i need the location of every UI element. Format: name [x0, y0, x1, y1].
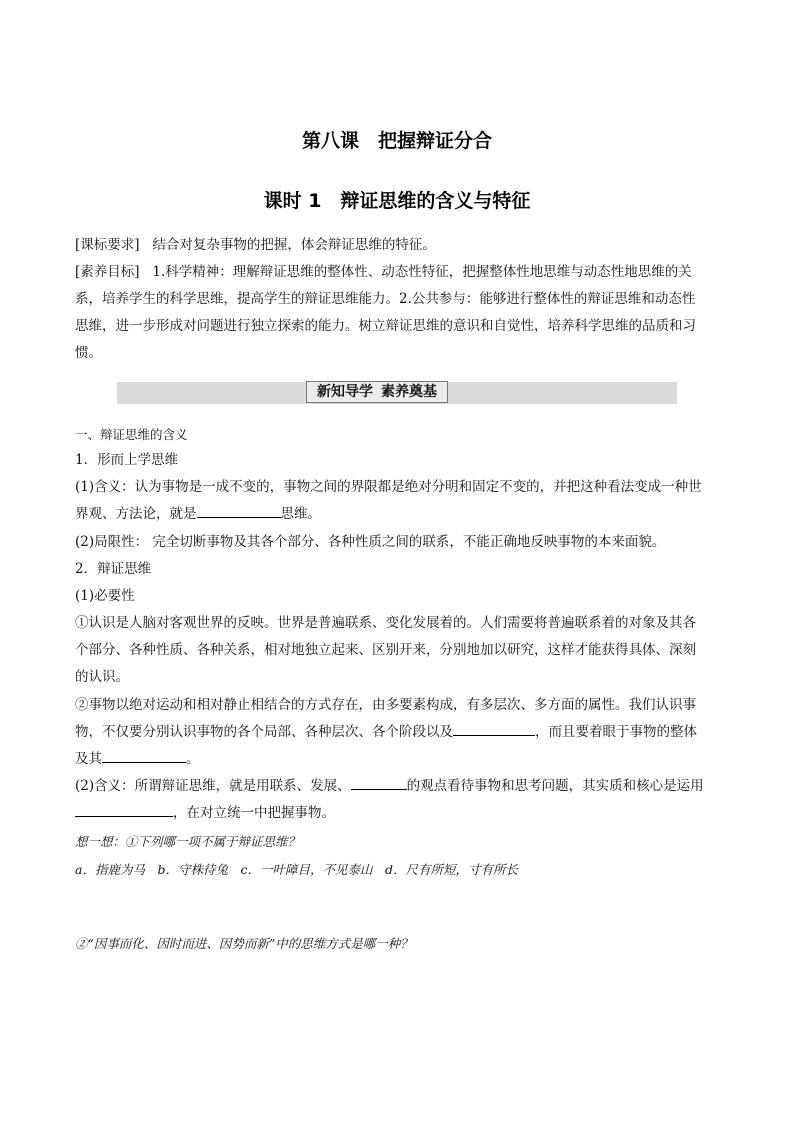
- think-question-2: ②“因事而化、因时而进、因势而新”中的思维方式是哪一种？: [75, 936, 413, 951]
- necessity-1-line-1: ①认识是人脑对客观世界的反映。世界是普遍联系、变化发展着的。人们需要将普遍联系着的对象及其各: [75, 615, 696, 631]
- necessity-2-line-2: [75, 719, 719, 746]
- requirements-paragraph: [75, 232, 719, 259]
- necessity-heading: (1)必要性: [75, 588, 135, 604]
- necessity-2-line-1: ②事物以绝对运动和相对静止相结合的方式存在，由多要素构成，有多层次、多方面的属性。我们认识事: [75, 697, 696, 713]
- definition-1-line-1: (1)含义：认为事物是一成不变的，事物之间的界限都是绝对分明和固定不变的，并把这种看法变成一种世: [75, 479, 702, 495]
- subsection-1-heading: 1．形而上学思维: [75, 452, 179, 468]
- definition-1-text-a: 界观、方法论，就是: [75, 506, 197, 522]
- banner-part-1: 新知导学: [317, 384, 373, 400]
- lesson-title: 第八课 把握辩证分合: [301, 130, 492, 152]
- banner-part-2: 素养奠基: [381, 384, 437, 400]
- necessity-2-line-3: [75, 746, 719, 773]
- requirements-label: [课标要求]: [75, 237, 140, 253]
- necessity-1-line-3: 的认识。: [75, 669, 129, 685]
- necessity-2-text-c: 及其: [75, 751, 102, 767]
- definition-1-text-b: 思维。: [280, 506, 321, 522]
- fill-blank-1[interactable]: [197, 503, 281, 518]
- definition-2-text-b: 的观点看待事物和思考问题，其实质和核心是运用: [406, 778, 704, 794]
- limitation-line: (2)局限性： 完全切断事物及其各个部分、各种性质之间的联系，不能正确地反映事物的本来面貌。: [75, 534, 666, 550]
- definition-2-line-2: [75, 800, 719, 827]
- goals-text-1: 1.科学精神：理解辩证思维的整体性、动态性特征，把握整体性地思维与动态性地思维的关: [152, 264, 692, 280]
- necessity-1-line-2: 个部分、各种性质、各种关系，相对地独立起来、区别开来，分别地加以研究，这样才能获得具体、深刻: [75, 642, 696, 658]
- necessity-2-text-b: ，而且要着眼于事物的整体: [535, 724, 697, 740]
- definition-2-text-a: (2)含义：所谓辩证思维，就是用联系、发展、: [75, 778, 351, 794]
- necessity-2-text-d: 。: [186, 751, 200, 767]
- section-1-heading: 一、辩证思维的含义: [75, 427, 188, 442]
- goals-line-4: 惯。: [75, 345, 102, 361]
- goals-line-1: [75, 259, 719, 286]
- definition-2-text-c: ，在对立统一中把握事物。: [173, 805, 335, 821]
- fill-blank-4[interactable]: [351, 775, 407, 790]
- fill-blank-2[interactable]: [453, 721, 535, 736]
- think-question-1: 想一想：①下列哪一项不属于辩证思维？: [75, 834, 301, 849]
- section-title: 课时 1 辩证思维的含义与特征: [263, 190, 531, 212]
- goals-line-2: 系，培养学生的科学思维，提高学生的辩证思维能力。2.公共参与：能够进行整体性的辩证思维和动态性: [75, 291, 696, 307]
- fill-blank-3[interactable]: [102, 748, 186, 763]
- requirements-text: 结合对复杂事物的把握，体会辩证思维的特征。: [152, 237, 436, 253]
- think-options: a．指鹿为马 b．守株待兔 c．一叶障目，不见泰山 d．尺有所短，寸有所长: [75, 862, 518, 877]
- necessity-2-text-a: 物，不仅要分别认识事物的各个局部、各种层次、各个阶段以及: [75, 724, 453, 740]
- subsection-2-heading: 2．辩证思维: [75, 561, 152, 577]
- definition-2-line-1: [75, 773, 719, 800]
- section-banner-label: [306, 381, 448, 403]
- definition-1-line-2: [75, 501, 719, 528]
- goals-line-3: 思维，进一步形成对问题进行独立探索的能力。树立辩证思维的意识和自觉性，培养科学思维的品质和习: [75, 318, 696, 334]
- goals-label: [素养目标]: [75, 264, 140, 280]
- fill-blank-5[interactable]: [75, 802, 173, 817]
